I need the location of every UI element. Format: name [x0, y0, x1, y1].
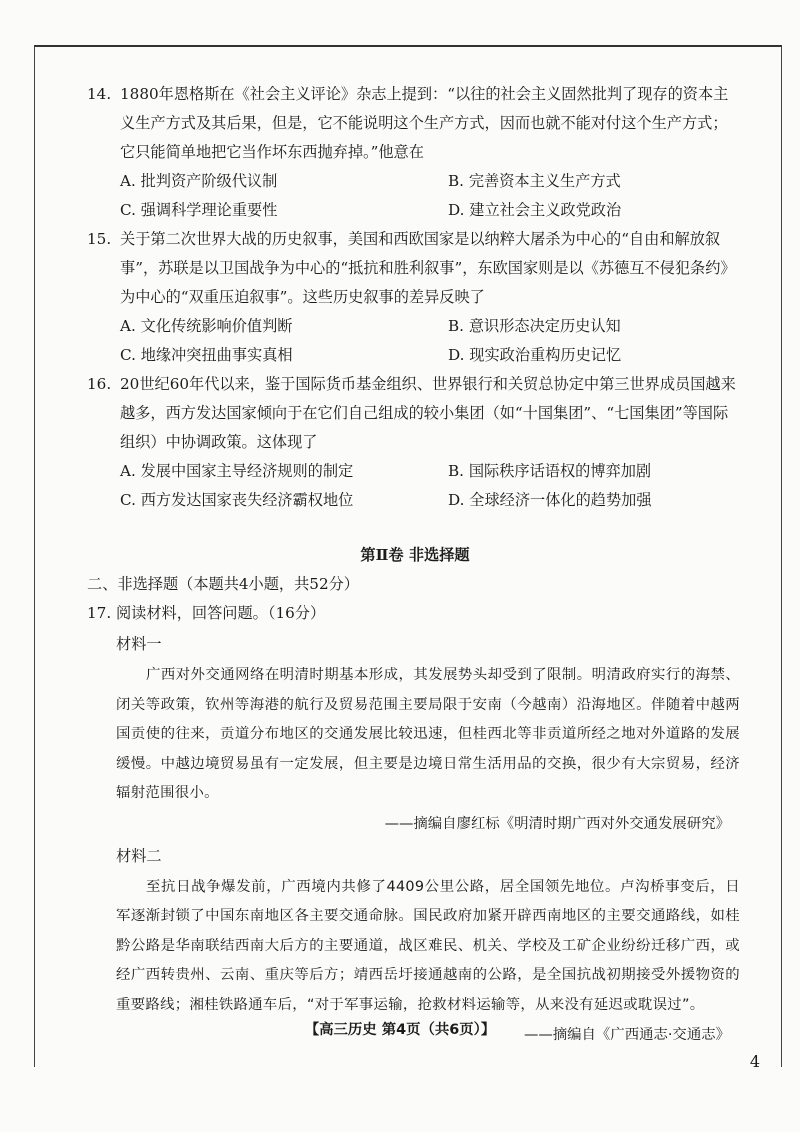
options — [90, 167, 740, 225]
option-b: B. 国际秩序话语权的博弈加剧 — [448, 462, 652, 480]
option-a: A. 文化传统影响价值判断 — [120, 317, 293, 335]
question-17-title: 17. 阅读材料，回答问题。（16分） — [87, 604, 326, 622]
option-c: C. 强调科学理论重要性 — [120, 201, 278, 219]
page-number: 4 — [749, 1052, 760, 1071]
option-d: D. 全球经济一体化的趋势加强 — [448, 491, 652, 509]
option-a: A. 批判资产阶级代议制 — [120, 172, 278, 190]
question-number: 16. — [87, 375, 112, 393]
exam-content — [87, 80, 740, 1051]
material-2-text: 至抗日战争爆发前，广西境内共修了4409公里公路，居全国领先地位。卢沟桥事变后，日军逐渐封锁了中国东南地区各主要交通命脉。国民政府加紧开辟西南地区的主要交通路线，如桂黔公路是华南联结西南大后方的主要通道，战区难民、机关、学校及工矿企业纷纷迁移广西，或经广西转贵州、云南、重庆等后方；靖西岳圩接通越南的公路，是全国抗战初期接受外援物资的重要路线；湘桂铁路通车后，“对于军事运输，抢救材料运输等，从来没有延迟或耽误过”。 — [116, 878, 740, 1013]
question-number: 14. — [87, 85, 112, 103]
question-17 — [87, 599, 740, 1051]
option-c: C. 西方发达国家丧失经济霸权地位 — [120, 491, 354, 509]
option-a: A. 发展中国家主导经济规则的制定 — [120, 462, 354, 480]
question-15 — [87, 225, 740, 370]
question-stem: 1880年恩格斯在《社会主义评论》杂志上提到：“以往的社会主义固然批判了现存的资本主义生产方式及其后果，但是，它不能说明这个生产方式，因而也就不能对付这个生产方式；它只能简单地把它当作坏东西抛弃掉。”他意在 — [120, 85, 729, 161]
question-16 — [87, 370, 740, 515]
question-number: 15. — [87, 230, 112, 248]
option-b: B. 意识形态决定历史认知 — [448, 317, 621, 335]
option-b: B. 完善资本主义生产方式 — [448, 172, 621, 190]
material-2-source: ——摘编自《广西通志·交通志》 — [523, 1027, 730, 1043]
page-footer: 【高三历史 第4页（共6页）】 — [304, 1022, 496, 1038]
material-1-label: 材料一 — [116, 635, 162, 653]
section-heading: 二、非选择题（本题共4小题，共52分） — [87, 575, 359, 593]
question-14 — [87, 80, 740, 225]
option-d: D. 现实政治重构历史记忆 — [448, 346, 622, 364]
options — [90, 312, 740, 370]
question-stem: 关于第二次世界大战的历史叙事，美国和西欧国家是以纳粹大屠杀为中心的“自由和解放叙事”，苏联是以卫国战争为中心的“抵抗和胜利叙事”，东欧国家则是以《苏德互不侵犯条约》为中心的“双重压迫叙事”。这些历史叙事的差异反映了 — [120, 230, 736, 306]
section-title: 第Ⅱ卷 非选择题 — [360, 546, 470, 564]
material-2-label: 材料二 — [116, 846, 162, 865]
question-stem: 20世纪60年代以来，鉴于国际货币基金组织、世界银行和关贸总协定中第三世界成员国越来越多，西方发达国家倾向于在它们自己组成的较小集团（如“十国集团”、“七国集团”等国际组织）中协调政策。这体现了 — [120, 375, 736, 451]
material-1-source: ——摘编自廖红标《明清时期广西对外交通发展研究》 — [384, 815, 730, 832]
option-d: D. 建立社会主义政党政治 — [448, 201, 622, 219]
option-c: C. 地缘冲突扭曲事实真相 — [120, 346, 293, 364]
options — [90, 457, 740, 515]
material-1-text: 广西对外交通网络在明清时期基本形成，其发展势头却受到了限制。明清政府实行的海禁、闭关等政策，钦州等海港的航行及贸易范围主要局限于安南（今越南）沿海地区。伴随着中越两国贡使的往来，贡道分布地区的交通发展比较迅速，但桂西北等非贡道所经之地对外道路的发展缓慢。中越边境贸易虽有一定发展，但主要是边境日常生活用品的交换，很少有大宗贸易，经济辐射范围很小。 — [116, 667, 740, 801]
